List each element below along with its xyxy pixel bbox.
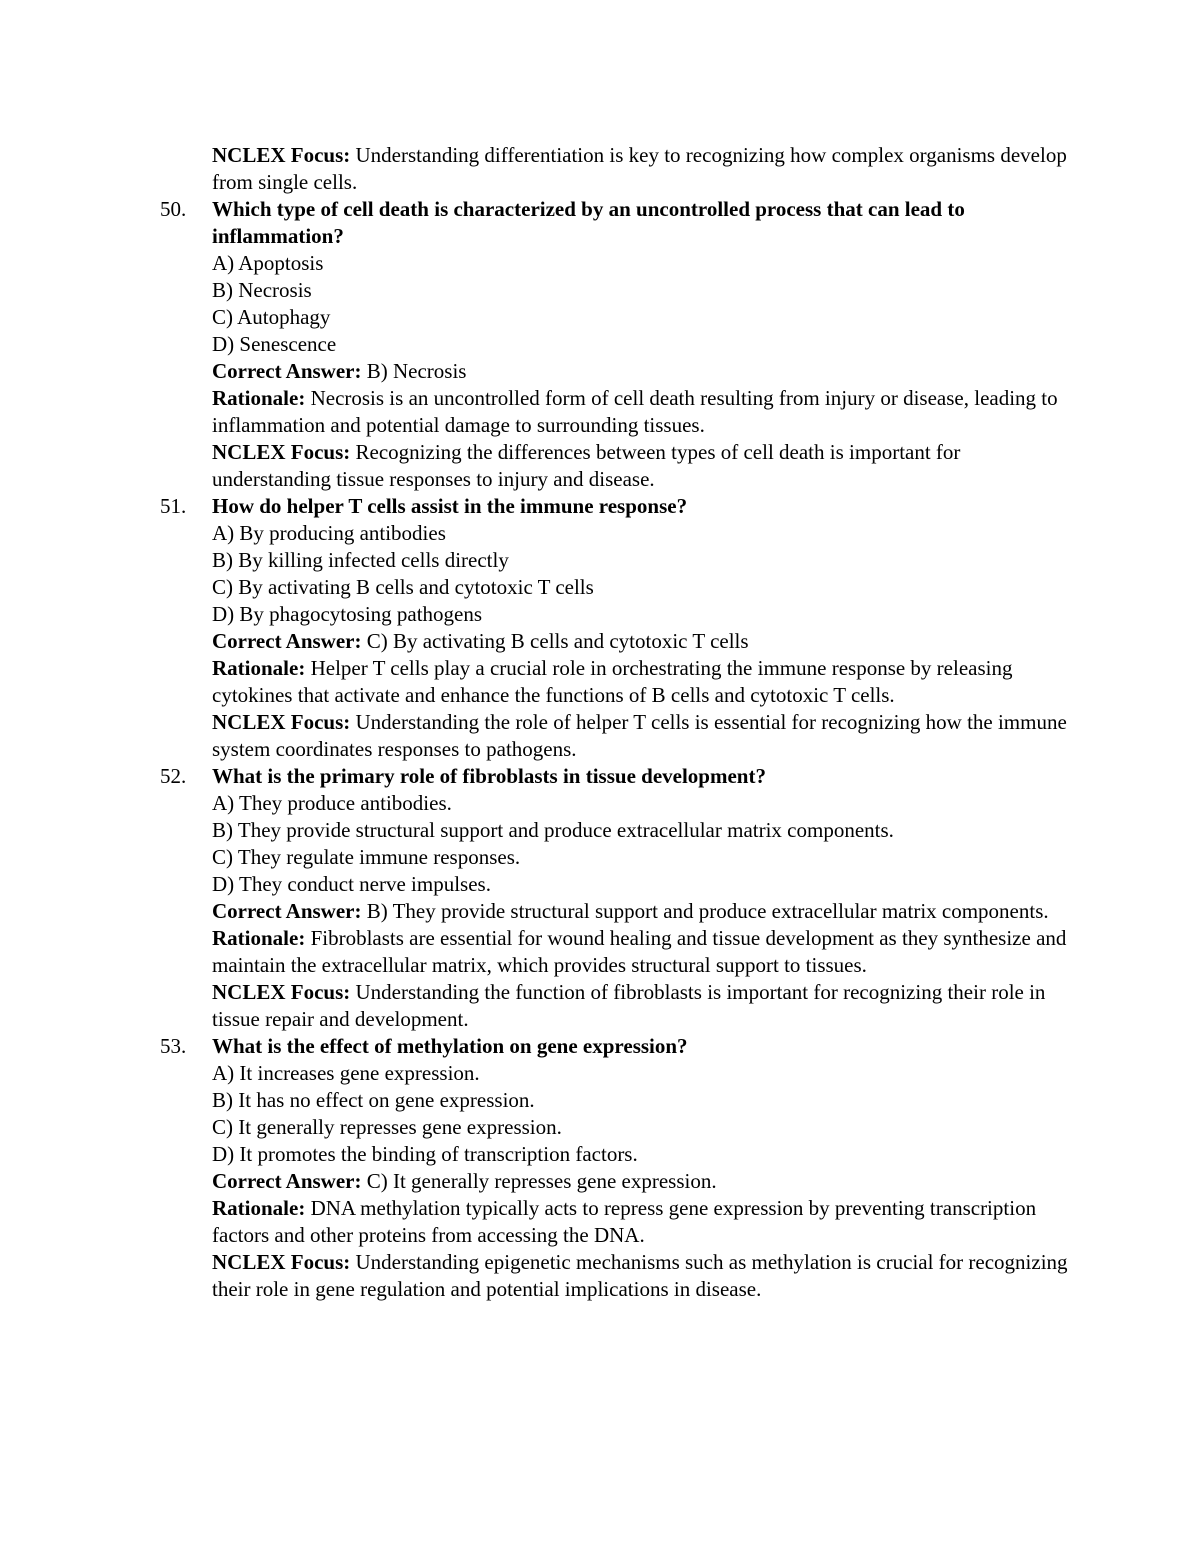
question-item [160, 493, 1080, 763]
correct-answer-text: C) By activating B cells and cytotoxic T cells [366, 629, 749, 653]
correct-answer-text: B) Necrosis [366, 359, 467, 383]
rationale [160, 925, 1080, 979]
correct-answer [160, 358, 1080, 385]
question-heading [160, 196, 1080, 250]
answer-option: A) By producing antibodies [212, 521, 446, 545]
answer-option: C) It generally represses gene expression. [212, 1115, 562, 1139]
rationale [160, 655, 1080, 709]
question-heading [160, 1033, 1080, 1060]
question-text: What is the effect of methylation on gene expression? [212, 1034, 688, 1058]
nclex-focus-text: Understanding the function of fibroblasts is important for recognizing their role in tissue repair and development. [212, 980, 1046, 1031]
nclex-focus [160, 709, 1080, 763]
answer-option: A) Apoptosis [212, 251, 324, 275]
correct-answer-label: Correct Answer: [212, 899, 362, 923]
question-text: Which type of cell death is characterized by an uncontrolled process that can lead to inflammation? [212, 197, 965, 248]
rationale-label: Rationale: [212, 386, 306, 410]
correct-answer-label: Correct Answer: [212, 1169, 362, 1193]
rationale-text: Helper T cells play a crucial role in orchestrating the immune response by releasing cytokines that activate and enhance the functions of B cells and cytotoxic T cells. [212, 656, 1013, 707]
rationale-text: DNA methylation typically acts to repress gene expression by preventing transcription factors and other proteins from accessing the DNA. [212, 1196, 1037, 1247]
intro-nclex-focus [160, 142, 1080, 196]
answer-option: D) It promotes the binding of transcription factors. [212, 1142, 638, 1166]
question-number: 50. [160, 197, 187, 221]
rationale-label: Rationale: [212, 926, 306, 950]
rationale-text: Necrosis is an uncontrolled form of cell death resulting from injury or disease, leading to inflammation and potential damage to surrounding tissues. [212, 386, 1058, 437]
nclex-focus-label: NCLEX Focus: [212, 1250, 351, 1274]
question-heading [160, 763, 1080, 790]
nclex-focus-label: NCLEX Focus: [212, 710, 351, 734]
question-heading [160, 493, 1080, 520]
nclex-focus [160, 979, 1080, 1033]
rationale-label: Rationale: [212, 656, 306, 680]
question-number: 53. [160, 1034, 187, 1058]
nclex-focus-text: Recognizing the differences between types of cell death is important for understanding tissue responses to injury and disease. [212, 440, 961, 491]
answer-option: C) They regulate immune responses. [212, 845, 521, 869]
question-item [160, 196, 1080, 493]
correct-answer [160, 1168, 1080, 1195]
question-item [160, 763, 1080, 1033]
nclex-focus-label: NCLEX Focus: [212, 143, 351, 167]
question-item [160, 1033, 1080, 1303]
answer-option: A) They produce antibodies. [212, 791, 452, 815]
correct-answer [160, 628, 1080, 655]
answer-option: D) They conduct nerve impulses. [212, 872, 491, 896]
correct-answer-label: Correct Answer: [212, 629, 362, 653]
answer-option: B) They provide structural support and produce extracellular matrix components. [212, 818, 894, 842]
nclex-focus-text: Understanding the role of helper T cells is essential for recognizing how the immune system coordinates responses to pathogens. [212, 710, 1067, 761]
page-content [160, 142, 1080, 1303]
answer-option: B) By killing infected cells directly [212, 548, 509, 572]
answer-option: C) Autophagy [212, 305, 331, 329]
rationale-text: Fibroblasts are essential for wound healing and tissue development as they synthesize and maintain the extracellular matrix, which provides structural support to tissues. [212, 926, 1067, 977]
question-text: What is the primary role of fibroblasts in tissue development? [212, 764, 766, 788]
nclex-focus [160, 439, 1080, 493]
question-text: How do helper T cells assist in the immune response? [212, 494, 688, 518]
answer-option: B) Necrosis [212, 278, 312, 302]
correct-answer [160, 898, 1080, 925]
correct-answer-text: B) They provide structural support and produce extracellular matrix components. [366, 899, 1049, 923]
answer-option: A) It increases gene expression. [212, 1061, 480, 1085]
correct-answer-label: Correct Answer: [212, 359, 362, 383]
answer-option: B) It has no effect on gene expression. [212, 1088, 535, 1112]
nclex-focus [160, 1249, 1080, 1303]
nclex-focus-label: NCLEX Focus: [212, 980, 351, 1004]
answer-option: D) Senescence [212, 332, 337, 356]
rationale [160, 385, 1080, 439]
question-number: 52. [160, 764, 187, 788]
correct-answer-text: C) It generally represses gene expression. [366, 1169, 717, 1193]
answer-option: D) By phagocytosing pathogens [212, 602, 483, 626]
nclex-focus-text: Understanding differentiation is key to recognizing how complex organisms develop from single cells. [212, 143, 1067, 194]
question-number: 51. [160, 494, 187, 518]
answer-option: C) By activating B cells and cytotoxic T cells [212, 575, 594, 599]
nclex-focus-text: Understanding epigenetic mechanisms such as methylation is crucial for recognizing their role in gene regulation and potential implications in disease. [212, 1250, 1068, 1301]
nclex-focus-label: NCLEX Focus: [212, 440, 351, 464]
rationale-label: Rationale: [212, 1196, 306, 1220]
rationale [160, 1195, 1080, 1249]
